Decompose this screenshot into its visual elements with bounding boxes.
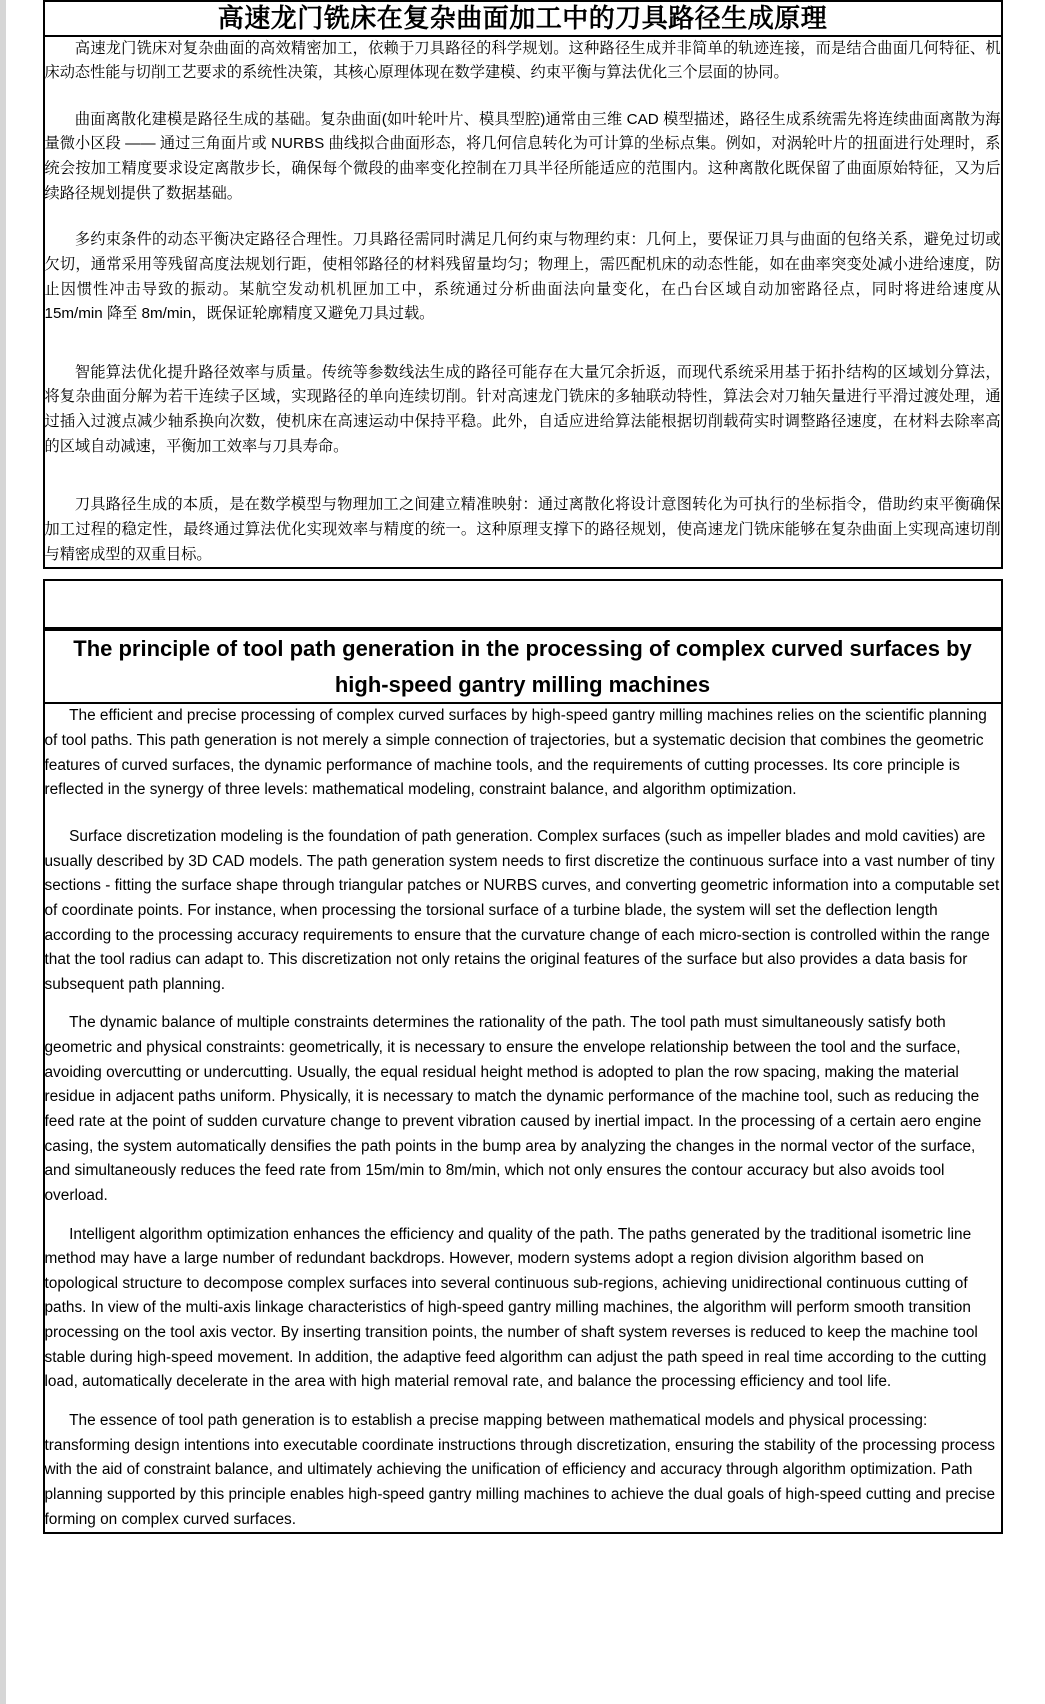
paragraph-spacer (45, 86, 1001, 108)
english-body-row (44, 703, 1002, 1533)
chinese-body-row (44, 36, 1002, 569)
chinese-title-cell (44, 1, 1002, 36)
blank-divider-table (43, 579, 1003, 629)
english-paragraph-3: The dynamic balance of multiple constraints determines the rationality of the path. The tool path must simultaneously satisfy both geometric and physical constraints: geometrically, it is necessary to ensure the envelope relationship between the tool and the surface, avoiding overcutting or undercutting. Usually, the equal residual height method is adopted to plan the row spacing, making the material residue in adjacent paths uniform. Physically, it is necessary to match the dynamic performance of the machine tool, such as reducing the feed rate at the point of sudden curvature change to prevent vibration caused by inertial impact. In the processing of a certain aero engine casing, the system automatically densifies the path points in the bump area by analyzing the changes in the normal vector of the surface, and simultaneously reduces the feed rate from 15m/min to 8m/min, which not only ensures the contour accuracy but also avoids tool overload. (44, 1014, 982, 1204)
chinese-paragraph-3: 多约束条件的动态平衡决定路径合理性。刀具路径需同时满足几何约束与物理约束：几何上，要保证刀具与曲面的包络关系，避免过切或欠切，通常采用等残留高度法规划行距，使相邻路径的材料残留量均匀；物理上，需匹配机床的动态性能，如在曲率突变处减小进给速度，防止因惯性冲击导致的振动。某航空发动机机匣加工中，系统通过分析曲面法向量变化，在凸台区域自动加密路径点，同时将进给速度从 15m/min 降至 8m/min，既保证轮廓精度又避免刀具过载。 (44, 231, 1001, 323)
paragraph-spacer (45, 1395, 1001, 1409)
paragraph-spacer (45, 459, 1001, 493)
paragraph-spacer (45, 327, 1001, 361)
english-article-table (43, 629, 1003, 1534)
english-paragraph-4: Intelligent algorithm optimization enhances the efficiency and quality of the path. The paths generated by the traditional isometric line method may have a large number of redundant backdrops. However, modern systems adopt a region division algorithm based on topological structure to decompose complex surfaces into several continuous sub-regions, achieving unidirectional continuous cutting of paths. In view of the multi-axis linkage characteristics of high-speed gantry milling machines, the algorithm will perform smooth transition processing on the tool axis vector. By inserting transition points, the number of shaft system reverses is reduced to keep the machine tool stable during high-speed movement. In addition, the adaptive feed algorithm can adjust the path speed in real time according to the cutting load, automatically decelerate in the area with high material removal rate, and balance the processing efficiency and tool life. (44, 1225, 987, 1391)
english-body-cell (44, 703, 1002, 1533)
english-title-cell (44, 630, 1002, 703)
english-paragraph-1: The efficient and precise processing of complex curved surfaces by high-speed gantry milling machines relies on the scientific planning of tool paths. This path generation is not merely a simple connection of trajectories, but a systematic decision that combines the geometric features of curved surfaces, the dynamic performance of machine tools, and the requirements of cutting processes. Its core principle is reflected in the synergy of three levels: mathematical modeling, constraint balance, and algorithm optimization. (44, 707, 987, 799)
paragraph-spacer (45, 803, 1001, 825)
chinese-paragraph-5: 刀具路径生成的本质，是在数学模型与物理加工之间建立精准映射：通过离散化将设计意图转化为可执行的坐标指令，借助约束平衡确保加工过程的稳定性，最终通过算法优化实现效率与精度的统一。这种原理支撑下的路径规划，使高速龙门铣床能够在复杂曲面上实现高速切削与精密成型的双重目标。 (44, 496, 1001, 563)
paragraph-spacer (45, 997, 1001, 1011)
chinese-title-row (44, 1, 1002, 36)
chinese-body-cell (44, 36, 1002, 569)
english-paragraph-2: Surface discretization modeling is the foundation of path generation. Complex surfaces (such as impeller blades and mold cavities) are usually described by 3D CAD models. The path generation system needs to first discretize the continuous surface into a vast number of tiny sections - fitting the surface shape through triangular patches or NURBS curves, and converting geometric information into a computable set of coordinate points. For instance, when processing the torsional surface of a turbine blade, the system will set the deflection length according to the processing accuracy requirements to ensure that the curvature change of each micro-section is controlled within the range that the tool radius can adapt to. This discretization not only retains the original features of the surface but also provides a data basis for subsequent path planning. (44, 827, 1000, 993)
chinese-paragraph-4: 智能算法优化提升路径效率与质量。传统等参数线法生成的路径可能存在大量冗余折返，而现代系统采用基于拓扑结构的区域划分算法，将复杂曲面分解为若干连续子区域，实现路径的单向连续切削。针对高速龙门铣床的多轴联动特性，算法会对刀轴矢量进行平滑过渡处理，通过插入过渡点减少轴系换向次数，使机床在高速运动中保持平稳。此外，自适应进给算法能根据切削载荷实时调整路径速度，在材料去除率高的区域自动减速，平衡加工效率与刀具寿命。 (44, 363, 1001, 455)
section-separator (0, 569, 1045, 579)
paragraph-spacer (45, 206, 1001, 228)
english-article-title: The principle of tool path generation in the processing of complex curved surfaces by high-speed gantry milling machines (73, 636, 972, 697)
chinese-paragraph-2: 曲面离散化建模是路径生成的基础。复杂曲面(如叶轮叶片、模具型腔)通常由三维 CAD 模型描述，路径生成系统需先将连续曲面离散为海量微小区段 —— 通过三角面片或 NURBS 曲线拟合曲面形态，将几何信息转化为可计算的坐标点集。例如，对涡轮叶片的扭面进行处理时，系统会按加工精度要求设定离散步长，确保每个微段的曲率变化控制在刀具半径所能适应的范围内。这种离散化既保留了曲面原始特征，又为后续路径规划提供了数据基础。 (44, 110, 1001, 202)
chinese-article-title: 高速龙门铣床在复杂曲面加工中的刀具路径生成原理 (217, 3, 828, 33)
chinese-article-table (43, 0, 1003, 569)
english-paragraph-5: The essence of tool path generation is to establish a precise mapping between mathematical models and physical processing: transforming design intentions into executable coordinate instructions through discretization, ensuring the stability of the processing process with the aid of constraint balance, and ultimately achieving the unification of efficiency and accuracy through algorithm optimization. Path planning supported by this principle enables high-speed gantry milling machines to achieve the dual goals of high-speed cutting and precise forming on complex curved surfaces. (44, 1412, 996, 1528)
chinese-paragraph-1: 高速龙门铣床对复杂曲面的高效精密加工，依赖于刀具路径的科学规划。这种路径生成并非简单的轨迹连接，而是结合曲面几何特征、机床动态性能与切削工艺要求的系统性决策，其核心原理体现在数学建模、约束平衡与算法优化三个层面的协同。 (44, 39, 1001, 82)
blank-divider-cell (44, 580, 1002, 628)
blank-divider-row (44, 580, 1002, 628)
english-title-row (44, 630, 1002, 703)
paragraph-spacer (45, 1209, 1001, 1223)
